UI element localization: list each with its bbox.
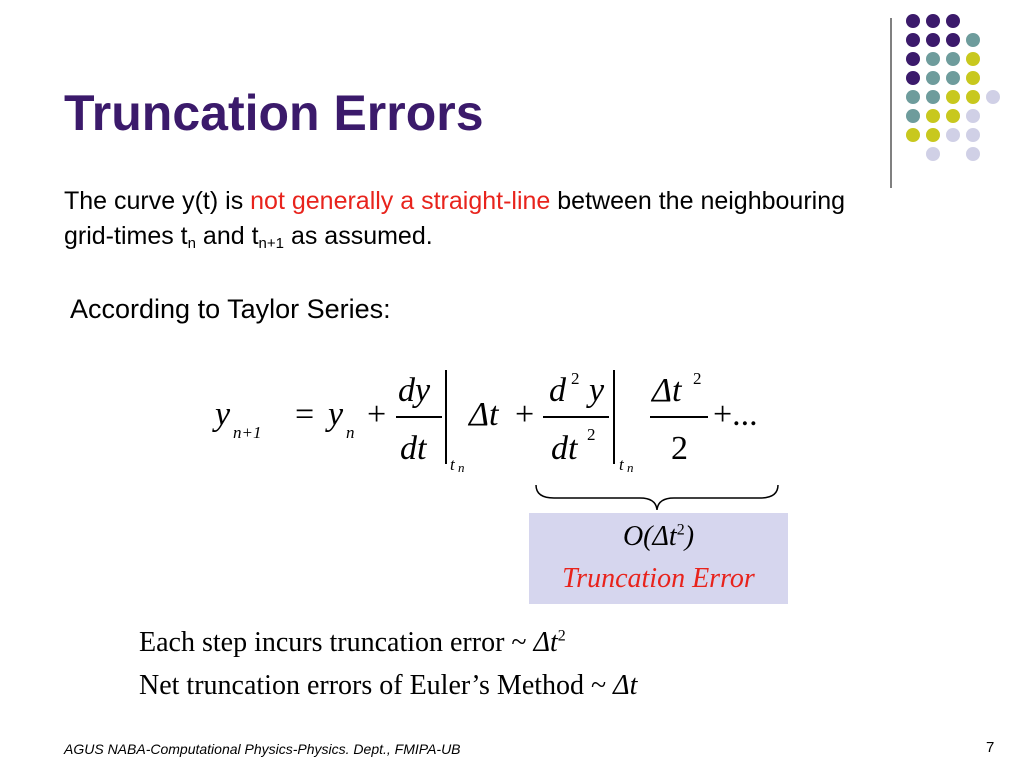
- eq-ellipsis: +...: [713, 396, 758, 433]
- eq-frac-bar-2: [543, 416, 609, 418]
- underbrace: [532, 482, 782, 512]
- intro-paragraph: [64, 184, 884, 254]
- footer-credit: AGUS NABA-Computational Physics-Physics. Dept., FMIPA-UB: [64, 741, 461, 757]
- eq-eval-n-1: n: [458, 460, 465, 475]
- decorative-dot: [946, 33, 960, 47]
- decorative-dot: [966, 128, 980, 142]
- decorative-dot: [986, 90, 1000, 104]
- decorative-dot: [926, 14, 940, 28]
- eq-denominator-2: 2: [671, 430, 688, 467]
- eq-d2-y: y: [589, 372, 605, 409]
- decorative-dot: [926, 52, 940, 66]
- eq-sub-n1: n+1: [233, 423, 262, 442]
- eq-eval-t-1: t: [450, 455, 455, 474]
- decorative-dot-grid: [906, 14, 1006, 164]
- eq-plus-2: +: [515, 396, 535, 433]
- eq-delta-t-exp: 2: [693, 369, 702, 388]
- decorative-dot: [966, 90, 980, 104]
- truncation-error-label: Truncation Error: [562, 563, 755, 594]
- order-suffix: ): [684, 521, 695, 552]
- order-term: [529, 521, 788, 553]
- decorative-dot: [906, 90, 920, 104]
- eq-dt-2: dt: [551, 430, 578, 467]
- note-net-error: [139, 670, 637, 702]
- decorative-dot: [926, 128, 940, 142]
- decorative-dot: [906, 33, 920, 47]
- decorative-dot: [906, 52, 920, 66]
- order-var: Δt: [652, 521, 677, 552]
- eq-d2: d: [549, 372, 566, 409]
- decorative-dot: [946, 71, 960, 85]
- eq-eval-n-2: n: [627, 460, 634, 475]
- eq-delta-t-1: Δt: [469, 396, 499, 433]
- decorative-dot: [966, 52, 980, 66]
- note-each-step-exp: 2: [557, 627, 566, 645]
- decorative-dot: [946, 14, 960, 28]
- intro-text-start: The curve y(t) is: [64, 187, 251, 215]
- intro-text-end: as assumed.: [284, 222, 433, 250]
- intro-text-and: and t: [195, 222, 259, 250]
- note-net-error-text: Net truncation errors of Euler’s Method ~: [139, 670, 614, 701]
- order-exp: 2: [676, 521, 685, 539]
- decorative-dot: [926, 71, 940, 85]
- eq-eval-bar-2: [613, 370, 615, 464]
- eq-plus-1: +: [367, 396, 387, 433]
- decorative-dot: [966, 33, 980, 47]
- eq-frac-bar-1: [396, 416, 442, 418]
- eq-y-n: y: [328, 396, 344, 433]
- eq-delta-t-2: Δt: [652, 372, 682, 409]
- decorative-dot: [906, 128, 920, 142]
- decorative-dot: [946, 128, 960, 142]
- intro-highlight: not generally a straight-line: [250, 187, 551, 215]
- decorative-dot: [966, 71, 980, 85]
- eq-dt-1: dt: [400, 430, 427, 467]
- note-each-step-var: Δt: [533, 627, 558, 658]
- eq-equals: =: [295, 396, 315, 433]
- page-number: 7: [986, 739, 995, 756]
- decorative-dot: [926, 90, 940, 104]
- decorative-dot: [966, 109, 980, 123]
- order-prefix: O(: [622, 521, 653, 552]
- eq-d2-exp: 2: [571, 369, 580, 388]
- slide-title: Truncation Errors: [64, 85, 484, 141]
- note-each-step-text: Each step incurs truncation error ~: [139, 627, 534, 658]
- eq-dy: dy: [398, 372, 431, 409]
- decorative-dot: [946, 109, 960, 123]
- decorative-dot: [906, 14, 920, 28]
- note-each-step: [139, 627, 566, 659]
- note-net-error-var: Δt: [613, 670, 638, 701]
- intro-sub-n: n: [187, 235, 196, 252]
- vertical-divider: [890, 18, 892, 188]
- eq-frac-bar-3: [650, 416, 708, 418]
- taylor-heading: According to Taylor Series:: [70, 294, 391, 324]
- intro-sub-n1: n+1: [258, 235, 284, 252]
- decorative-dot: [906, 71, 920, 85]
- truncation-order-box: [529, 513, 788, 604]
- decorative-dot: [926, 33, 940, 47]
- eq-dt2-exp: 2: [587, 425, 596, 444]
- decorative-dot: [966, 147, 980, 161]
- eq-sub-n: n: [346, 423, 355, 442]
- eq-eval-t-2: t: [619, 455, 624, 474]
- intro-text-mid: between the neighbouring grid-times t: [64, 187, 846, 250]
- eq-y-lhs: y: [215, 396, 231, 433]
- decorative-dot: [926, 109, 940, 123]
- decorative-dot: [906, 109, 920, 123]
- decorative-dot: [946, 52, 960, 66]
- eq-eval-bar-1: [445, 370, 447, 464]
- decorative-dot: [946, 90, 960, 104]
- decorative-dot: [926, 147, 940, 161]
